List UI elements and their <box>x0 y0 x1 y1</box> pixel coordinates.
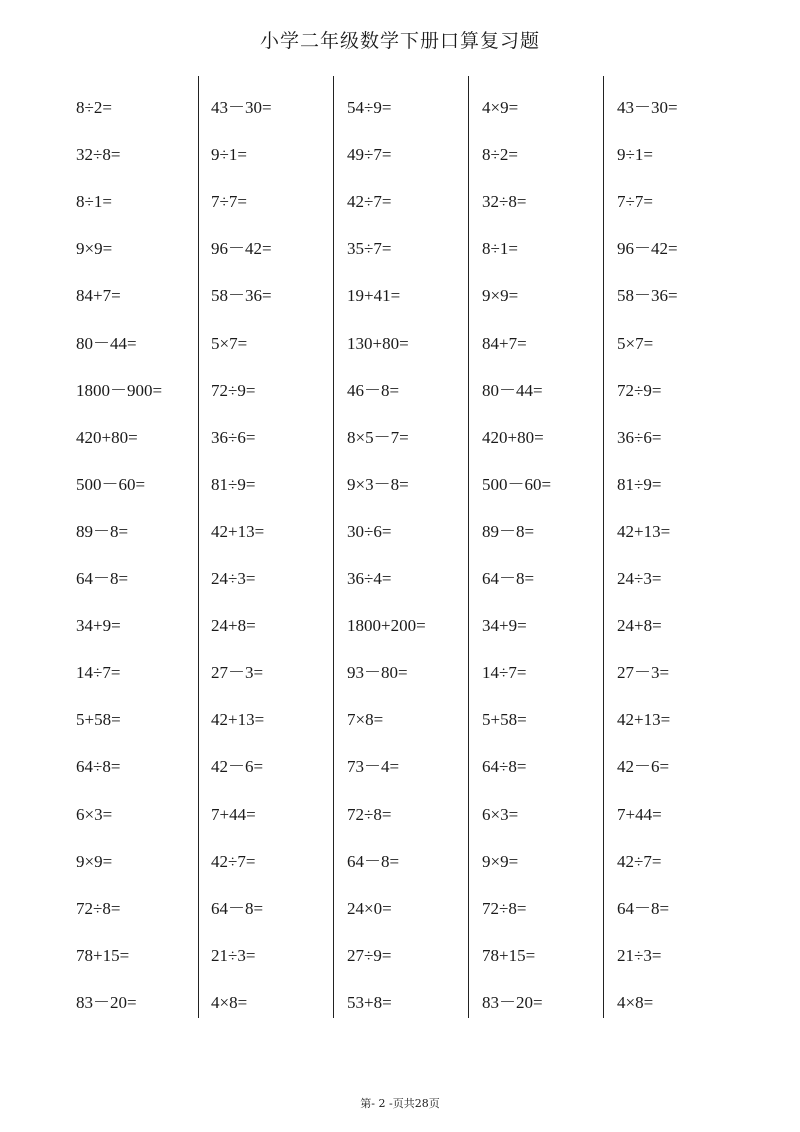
arithmetic-problem: 9×9= <box>482 851 519 871</box>
arithmetic-problem: 1800+200= <box>347 616 426 636</box>
arithmetic-problem: 27－3= <box>617 663 670 683</box>
arithmetic-problem: 4×8= <box>211 992 248 1012</box>
arithmetic-problem: 8÷2= <box>482 145 518 165</box>
arithmetic-problem: 83－20= <box>482 992 543 1012</box>
arithmetic-problem: 42÷7= <box>347 192 392 212</box>
arithmetic-problem: 42+13= <box>617 710 671 730</box>
column-divider <box>198 76 199 1018</box>
arithmetic-problem: 42－6= <box>211 757 264 777</box>
arithmetic-problem: 72÷8= <box>482 898 527 918</box>
arithmetic-problem: 64÷8= <box>76 757 121 777</box>
arithmetic-problem: 9×9= <box>482 286 519 306</box>
arithmetic-problem: 19+41= <box>347 286 401 306</box>
arithmetic-problem: 34+9= <box>76 616 121 636</box>
arithmetic-problem: 21÷3= <box>211 945 256 965</box>
arithmetic-problem: 24÷3= <box>617 569 662 588</box>
arithmetic-problem: 5+58= <box>76 710 121 730</box>
arithmetic-problem: 27－3= <box>211 663 264 683</box>
arithmetic-problem: 84+7= <box>76 286 121 306</box>
arithmetic-problem: 4×9= <box>482 98 519 117</box>
arithmetic-problem: 81÷9= <box>211 474 256 494</box>
arithmetic-problem: 64－8= <box>211 898 264 918</box>
arithmetic-problem: 420+80= <box>76 427 138 447</box>
arithmetic-problem: 9×3－8= <box>347 474 409 494</box>
arithmetic-problem: 500－60= <box>76 474 146 494</box>
arithmetic-problem: 24+8= <box>211 616 256 636</box>
arithmetic-problem: 5+58= <box>482 710 527 730</box>
arithmetic-problem: 64－8= <box>617 898 670 918</box>
arithmetic-problem: 9×9= <box>76 239 113 259</box>
arithmetic-problem: 81÷9= <box>617 474 662 494</box>
arithmetic-problem: 36÷4= <box>347 569 392 588</box>
arithmetic-problem: 64－8= <box>76 569 129 588</box>
arithmetic-problem: 24+8= <box>617 616 662 636</box>
page-footer: 第- 2 -页共28页 <box>360 1097 440 1110</box>
arithmetic-problem: 6×3= <box>76 804 113 824</box>
arithmetic-problem: 14÷7= <box>482 663 527 683</box>
arithmetic-problem: 93－80= <box>347 663 408 683</box>
arithmetic-problem: 78+15= <box>76 945 130 965</box>
arithmetic-problem: 43－30= <box>211 98 272 117</box>
arithmetic-problem: 83－20= <box>76 992 137 1012</box>
arithmetic-problem: 130+80= <box>347 333 409 353</box>
arithmetic-problem: 42－6= <box>617 757 670 777</box>
arithmetic-problem: 24÷3= <box>211 569 256 588</box>
arithmetic-problem: 96－42= <box>617 239 678 259</box>
arithmetic-problem: 89－8= <box>482 521 535 541</box>
arithmetic-problem: 53+8= <box>347 992 392 1012</box>
arithmetic-problem: 43－30= <box>617 98 678 117</box>
arithmetic-problem: 80－44= <box>482 380 543 400</box>
arithmetic-problem: 21÷3= <box>617 945 662 965</box>
arithmetic-problem: 32÷8= <box>482 192 527 212</box>
arithmetic-problem: 500－60= <box>482 474 552 494</box>
arithmetic-problem: 42+13= <box>211 521 265 541</box>
problem-grid <box>0 76 800 1018</box>
arithmetic-problem: 8×5－7= <box>347 427 409 447</box>
arithmetic-problem: 9×9= <box>76 851 113 871</box>
arithmetic-problem: 58－36= <box>211 286 272 306</box>
arithmetic-problem: 42+13= <box>617 521 671 541</box>
arithmetic-problem: 6×3= <box>482 804 519 824</box>
arithmetic-problem: 9÷1= <box>211 145 247 165</box>
arithmetic-problem: 73－4= <box>347 757 400 777</box>
arithmetic-problem: 42+13= <box>211 710 265 730</box>
arithmetic-problem: 72÷8= <box>347 804 392 824</box>
arithmetic-problem: 78+15= <box>482 945 536 965</box>
arithmetic-problem: 8÷1= <box>76 192 112 212</box>
arithmetic-problem: 54÷9= <box>347 98 392 117</box>
arithmetic-problem: 36÷6= <box>617 427 662 447</box>
arithmetic-problem: 96－42= <box>211 239 272 259</box>
arithmetic-problem: 64÷8= <box>482 757 527 777</box>
arithmetic-problem: 5×7= <box>617 333 654 353</box>
arithmetic-problem: 35÷7= <box>347 239 392 259</box>
page-title: 小学二年级数学下册口算复习题 <box>259 30 540 52</box>
arithmetic-problem: 84+7= <box>482 333 527 353</box>
arithmetic-problem: 8÷2= <box>76 98 112 117</box>
arithmetic-problem: 46－8= <box>347 380 400 400</box>
arithmetic-problem: 9÷1= <box>617 145 653 165</box>
arithmetic-problem: 8÷1= <box>482 239 518 259</box>
arithmetic-problem: 72÷8= <box>76 898 121 918</box>
arithmetic-problem: 64－8= <box>482 569 535 588</box>
arithmetic-problem: 24×0= <box>347 898 392 918</box>
arithmetic-problem: 49÷7= <box>347 145 392 165</box>
column-divider <box>603 76 604 1018</box>
column-divider <box>333 76 334 1018</box>
arithmetic-problem: 7÷7= <box>617 192 653 212</box>
arithmetic-problem: 7×8= <box>347 710 384 730</box>
arithmetic-problem: 7+44= <box>211 804 256 824</box>
arithmetic-problem: 7÷7= <box>211 192 247 212</box>
arithmetic-problem: 64－8= <box>347 851 400 871</box>
arithmetic-problem: 30÷6= <box>347 521 392 541</box>
arithmetic-problem: 58－36= <box>617 286 678 306</box>
column-divider <box>468 76 469 1018</box>
arithmetic-problem: 72÷9= <box>211 380 256 400</box>
arithmetic-problem: 42÷7= <box>617 851 662 871</box>
arithmetic-problem: 14÷7= <box>76 663 121 683</box>
arithmetic-problem: 27÷9= <box>347 945 392 965</box>
arithmetic-problem: 5×7= <box>211 333 248 353</box>
arithmetic-problem: 36÷6= <box>211 427 256 447</box>
arithmetic-problem: 1800－900= <box>76 380 163 400</box>
arithmetic-problem: 72÷9= <box>617 380 662 400</box>
arithmetic-problem: 7+44= <box>617 804 662 824</box>
arithmetic-problem: 420+80= <box>482 427 544 447</box>
arithmetic-problem: 89－8= <box>76 521 129 541</box>
arithmetic-problem: 42÷7= <box>211 851 256 871</box>
arithmetic-problem: 34+9= <box>482 616 527 636</box>
arithmetic-problem: 32÷8= <box>76 145 121 165</box>
arithmetic-problem: 80－44= <box>76 333 137 353</box>
arithmetic-problem: 4×8= <box>617 992 654 1012</box>
